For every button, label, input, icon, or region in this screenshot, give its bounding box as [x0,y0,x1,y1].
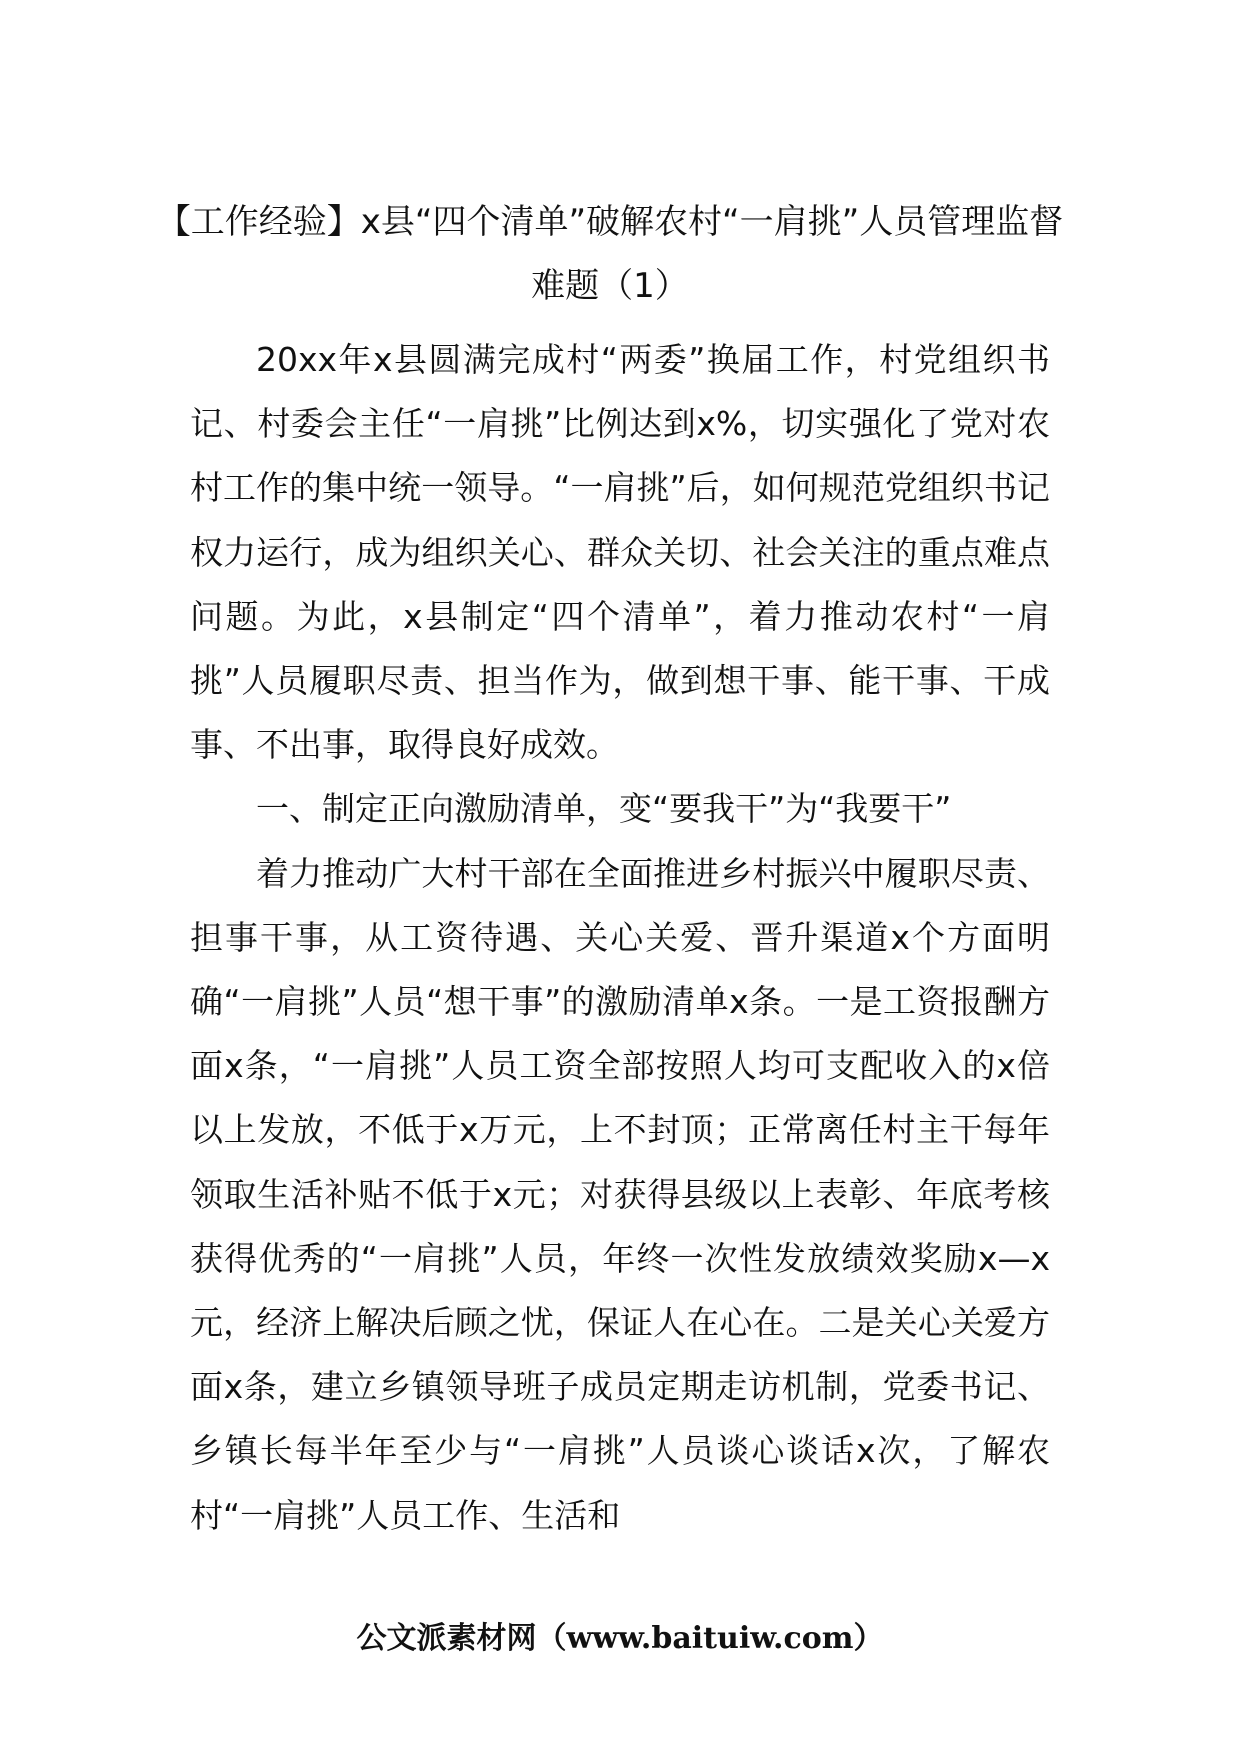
section-heading-1: 一、制定正向激励清单，变“要我干”为“我要干” [256,789,952,829]
paragraph-incentive-list: 着力推动广大村干部在全面推进乡村振兴中履职尽责、担事干事，从工资待遇、关心关爱、晋升渠道x个方面明确“一肩挑”人员“想干事”的激励清单x条。一是工资报酬方面x条，“一肩挑”人员工资全部按照人均可支配收入的x倍以上发放，不低于x万元，上不封顶；正常离任村主干每年领取生活补贴不低于x元；对获得县级以上表彰、年底考核获得优秀的“一肩挑”人员，年终一次性发放绩效奖励x—x元，经济上解决后顾之忧，保证人在心在。二是关心关爱方面x条，建立乡镇领导班子成员定期走访机制，党委书记、乡镇长每半年至少与“一肩挑”人员谈心谈话x次，了解农村“一肩挑”人员工作、生活和 [190,853,1050,1535]
footer-watermark: 公文派素材网（www.baituiw.com） [356,1621,884,1656]
document-title: 【工作经验】x县“四个清单”破解农村“一肩挑”人员管理监督难题（1） [156,202,1064,306]
paragraph-intro: 20xx年x县圆满完成村“两委”换届工作，村党组织书记、村委会主任“一肩挑”比例达到x%，切实强化了党对农村工作的集中统一领导。“一肩挑”后，如何规范党组织书记权力运行，成为组织关心、群众关切、社会关注的重点难点问题。为此，x县制定“四个清单”，着力推动农村“一肩挑”人员履职尽责、担当作为，做到想干事、能干事、干成事、不出事，取得良好成效。 [190,340,1050,765]
document-body [190,328,1050,1548]
